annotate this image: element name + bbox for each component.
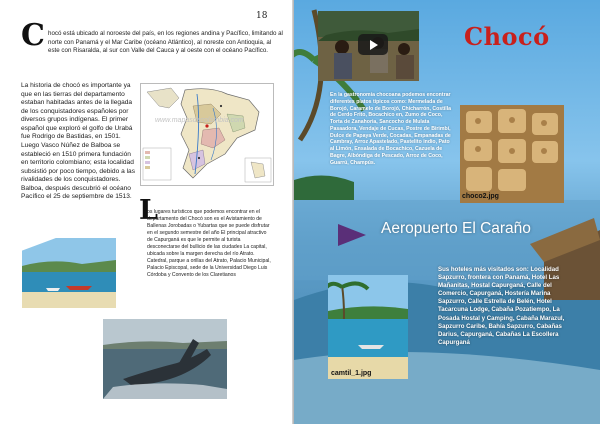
food-photo-caption: choco2.jpg: [462, 193, 499, 200]
video-thumbnail[interactable]: [318, 11, 419, 81]
history-paragraph: La historia de chocó es importante ya que en las tierras del departamento estaban habitadas antes de la llegada de los conquistadores españoles por diversos grupos indígenas. El primer español que exploró el golfo de Urabá fue Rodrigo de Bastidas, en 1501. Luego Vasco Núñez de Balboa se estableció en 1510 primera fundación en territorio colombiano; esta localidad subsistió por poco tiempo, debido a las rivalidades de los conquistadores. Balboa, después descubrió el océano Pacífico el 25 de septiembre de 1513.: [21, 82, 135, 201]
whale-photo: [103, 319, 227, 399]
left-page: [0, 0, 294, 424]
airport-heading: Aeropuerto El Caraño: [381, 220, 531, 237]
gastronomy-paragraph: En la gastronomía chocoana podemos encontrar diferentes platos típicos como: Mermelada de Borojó, Caramelo de Borojó, Chicharrón, Costilla de Cerdo Frito, Bocachico en, Zumo de Coco, Torta de Zanahoria, Sancocho de Mulata Pasaadora, Vendaje de Cucas, Postre de Birimbí, Dulce de Papaya Verde, Cocadas, Empanadas de Cambray, Arroz Apastelado, Pastelito indio, Pato al Limón, Ensalada de Bocachico, Cazuela de Bagre, Albóndiga de Pescado, Arroz de Coco, Guarrú, Champús.: [330, 92, 452, 166]
beach-photo: [22, 238, 116, 308]
food-photo: [460, 105, 564, 203]
choco-map-image: [140, 83, 274, 186]
page-number: 18: [256, 11, 268, 21]
play-icon[interactable]: [358, 34, 388, 55]
dropcap-c: C: [21, 18, 45, 53]
capurgana-photo-caption: camtil_1.jpg: [331, 370, 372, 377]
choco-title: Chocó: [464, 22, 550, 51]
map-watermark: www.mapasdecolombia.com: [155, 117, 244, 124]
hotels-paragraph: Sus hoteles más visitados son: Localidad Sapzurro, frontera con Panamá, Hotel Las Mañanitas, Hostal Capurganá, Calle del Comercio, Capurganá, Hostería Marina Sapzurro, Calle Estrella de Belén, Hotel Tacarcuna Lodge, Cabaña Pozatiempo, La Posada Hostal y Camping, Cabaña Marazul, Sapzurro Caribe, Bahía Sapzurro, Cabañas Darius, Capurganá, Cabañas La Escollera Capurganá: [438, 266, 565, 346]
capurgana-photo: [328, 275, 408, 379]
right-page: [294, 0, 600, 424]
arrow-right-icon: [338, 224, 366, 246]
tourism-paragraph: os lugares turísticos que podemos encontrar en el departamento del Chocó son es el Avistamiento de Ballenas Jorobadas o Yubartas que se puede disfrutar en el segundo semestre del año El principal atractivo de Capurganá es que le permite al turista desconectarse del bullicio de las ciudades La capital, ubicada sobre la margen derecha del río Atrato. Catedral, parque a orillas del Atrato, Palacio Municipal, Palacio Episcopal, sede de la Universidad Diego Luis Córdoba y Convento de los Claretianos: [147, 209, 271, 279]
dropcap-l: L: [139, 195, 158, 226]
intro-paragraph: hocó está ubicado al noroeste del país, en los regiones andina y Pacífico, limitando al norte con Panamá y el Mar Caribe (océano Atlántico), al noreste con Antioquia, al este con Risaralda, al sur con Valle del Cauca y al oeste con el océano Pacífico.: [48, 30, 283, 55]
